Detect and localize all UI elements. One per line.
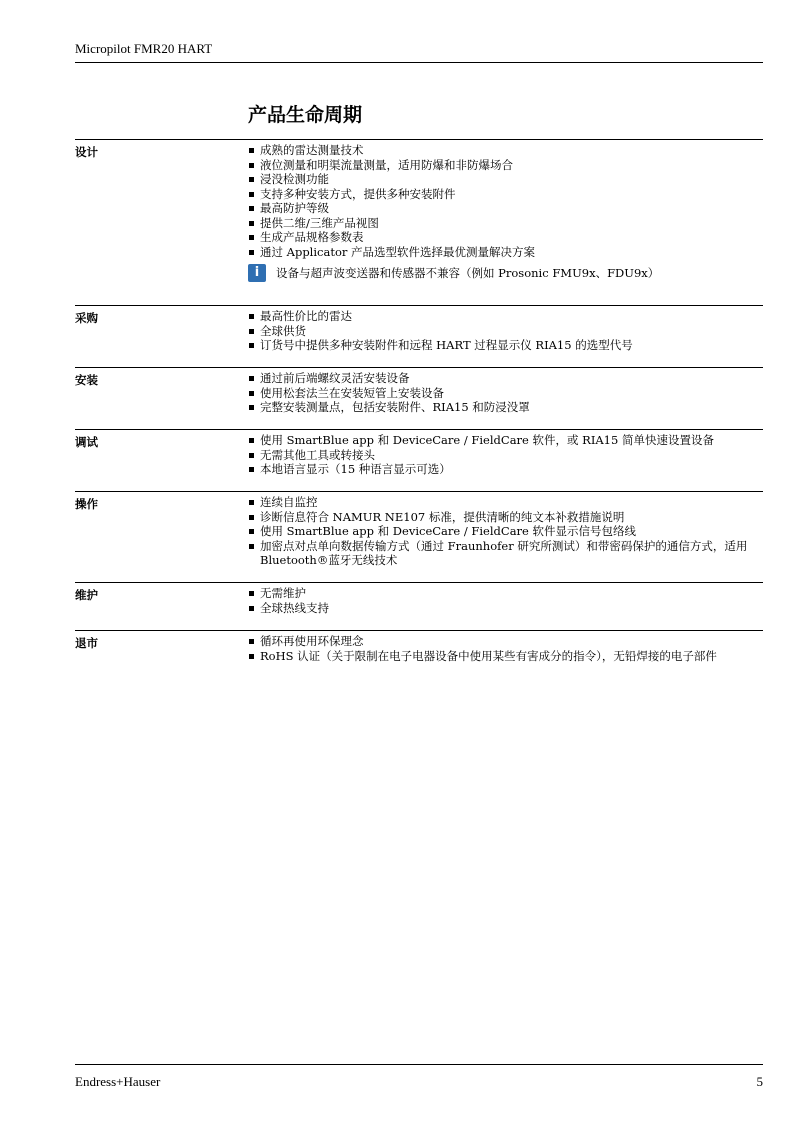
list-item: 使用松套法兰在安装短管上安装设备 [248,386,763,401]
section-body [248,433,763,477]
section-body [248,143,763,282]
list-item: 成熟的雷达测量技术 [248,143,763,158]
bullet-icon [249,591,254,596]
bullet-icon [249,206,254,211]
bullet-icon [249,391,254,396]
bullet-icon [249,606,254,611]
section-body [248,309,763,353]
bullet-icon [249,515,254,520]
page-number: 5 [756,1074,763,1089]
info-icon: i [248,264,266,282]
section-retirement [75,630,763,681]
footer-divider [75,1064,763,1065]
list-item: 支持多种安装方式，提供多种安装附件 [248,187,763,202]
bullet-icon [249,329,254,334]
list-item: 本地语言显示（15 种语言显示可选） [248,462,763,477]
list-item: 全球热线支持 [248,601,763,616]
list-item: 无需其他工具或转接头 [248,448,763,463]
running-header: Micropilot FMR20 HART [75,41,213,56]
section-label: 安装 [75,373,98,387]
section-commissioning [75,429,763,492]
section-label: 设计 [75,145,98,159]
section-body [248,634,763,663]
section-installation [75,367,763,430]
section-label: 操作 [75,497,98,511]
section-label: 采购 [75,311,98,325]
section-body [248,371,763,415]
page-title: 产品生命周期 [248,104,363,126]
bullet-icon [249,177,254,182]
list-item: 无需维护 [248,586,763,601]
list-item: 加密点对点单向数据传输方式（通过 Fraunhofer 研究所测试）和带密码保护的通信方式，适用 Bluetooth®蓝牙无线技术 [248,539,763,568]
footer-brand: Endress+Hauser [75,1074,161,1089]
bullet-icon [249,235,254,240]
section-procurement [75,305,763,370]
list-item: 订货号中提供多种安装附件和远程 HART 过程显示仪 RIA15 的选型代号 [248,338,763,353]
bullet-icon [249,467,254,472]
list-item: 提供二维/三维产品视图 [248,216,763,231]
bullet-icon [249,529,254,534]
section-body [248,495,763,568]
bullet-icon [249,376,254,381]
list-item: 使用 SmartBlue app 和 DeviceCare / FieldCare 软件，或 RIA15 简单快速设置设备 [248,433,763,448]
list-item: RoHS 认证（关于限制在电子电器设备中使用某些有害成分的指令），无铅焊接的电子部件 [248,649,763,664]
section-design [75,139,763,305]
bullet-icon [249,250,254,255]
list-item: 通过前后端螺纹灵活安装设备 [248,371,763,386]
list-item: 液位测量和明渠流量测量，适用防爆和非防爆场合 [248,158,763,173]
list-item: 浸没检测功能 [248,172,763,187]
bullet-icon [249,148,254,153]
bullet-icon [249,314,254,319]
section-label: 调试 [75,435,98,449]
list-item: 最高性价比的雷达 [248,309,763,324]
list-item: 完整安装测量点，包括安装附件、RIA15 和防浸没罩 [248,400,763,415]
bullet-icon [249,163,254,168]
bullet-icon [249,343,254,348]
list-item: 最高防护等级 [248,201,763,216]
section-label: 退市 [75,636,98,650]
list-item: 循环再使用环保理念 [248,634,763,649]
section-maintenance [75,582,763,631]
bullet-icon [249,639,254,644]
bullet-icon [249,192,254,197]
bullet-icon [249,544,254,549]
bullet-icon [249,221,254,226]
bullet-icon [249,500,254,505]
section-body [248,586,763,615]
list-item: 生成产品规格参数表 [248,230,763,245]
bullet-icon [249,438,254,443]
section-operation [75,491,763,583]
list-item: 诊断信息符合 NAMUR NE107 标准，提供清晰的纯文本补救措施说明 [248,510,763,525]
list-item: 通过 Applicator 产品选型软件选择最优测量解决方案 [248,245,763,260]
header-divider [75,62,763,63]
section-label: 维护 [75,588,98,602]
list-item: 连续自监控 [248,495,763,510]
bullet-icon [249,453,254,458]
bullet-icon [249,405,254,410]
compatibility-note: i 设备与超声波变送器和传感器不兼容（例如 Prosonic FMU9x、FDU9x） [248,264,763,282]
list-item: 使用 SmartBlue app 和 DeviceCare / FieldCare 软件显示信号包络线 [248,524,763,539]
bullet-icon [249,654,254,659]
list-item: 全球供货 [248,324,763,339]
